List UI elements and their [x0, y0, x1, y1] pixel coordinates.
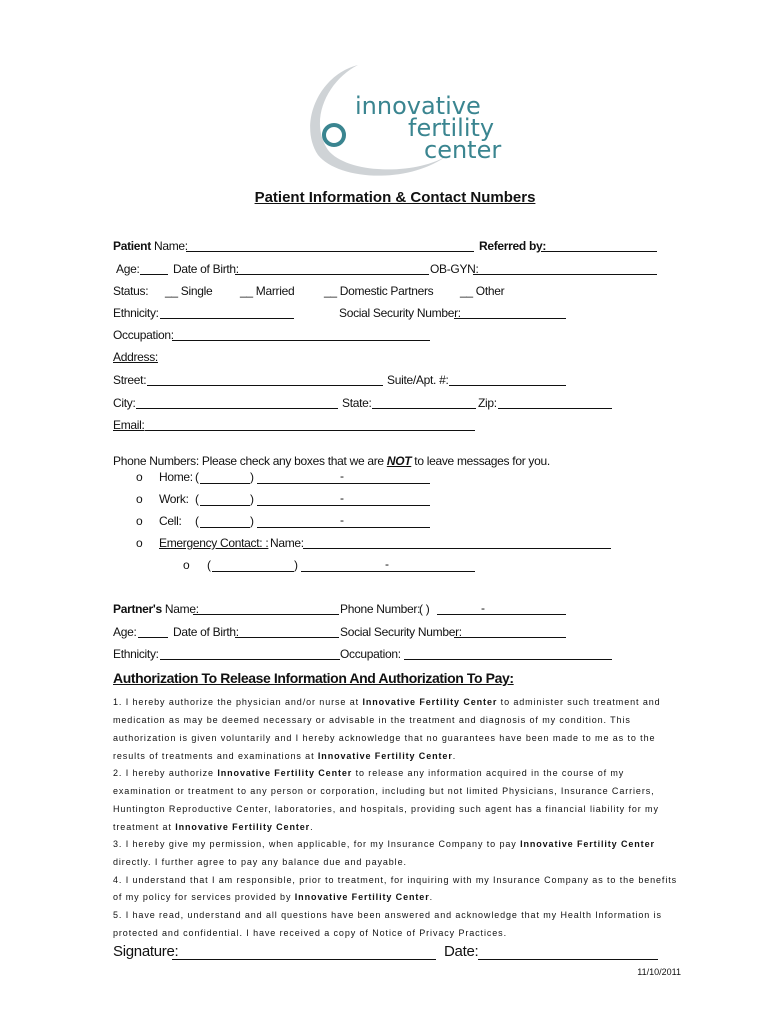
- emergency-name-label: Name:: [270, 536, 304, 550]
- cell-dash: -: [340, 513, 344, 527]
- partner-ssn-field[interactable]: [454, 637, 566, 638]
- status-label: Status:: [113, 284, 149, 298]
- partner-ssn-label: Social Security Number:: [340, 625, 462, 639]
- partner-phone-label: Phone Number:: [340, 602, 421, 616]
- date-field[interactable]: [478, 959, 658, 960]
- auth-line: 4. I understand that I am responsible, prior to treatment, for inquiring with my Insurance Company as to the benefits: [113, 875, 678, 885]
- emergency-checkbox[interactable]: o: [136, 536, 143, 550]
- cell-paren-open: (: [195, 514, 199, 528]
- partner-phone-dash: -: [481, 601, 485, 615]
- cell-area-field[interactable]: [200, 527, 250, 528]
- auth-line: directly. I further agree to pay any balance due and payable.: [113, 857, 407, 867]
- footer-date: 11/10/2011: [637, 967, 681, 977]
- partner-dob-field[interactable]: [235, 637, 339, 638]
- page-title: Patient Information & Contact Numbers: [254, 189, 536, 206]
- auth-line: 5. I have read, understand and all questions have been answered and acknowledge that my Health Information is: [113, 910, 662, 920]
- partner-ethnicity-field[interactable]: [160, 659, 340, 660]
- partner-name-label: Partner's Name:: [113, 602, 199, 616]
- emergency-paren-open: (: [207, 558, 211, 572]
- status-domestic[interactable]: __ Domestic Partners: [324, 284, 434, 298]
- referred-by-field[interactable]: [541, 251, 657, 252]
- home-paren-open: (: [195, 470, 199, 484]
- status-other[interactable]: __ Other: [460, 284, 505, 298]
- partner-dob-label: Date of Birth:: [173, 625, 239, 639]
- state-field[interactable]: [372, 408, 476, 409]
- logo-line-1: innovative: [355, 92, 481, 120]
- auth-line: 1. I hereby authorize the physician and/or nurse at Innovative Fertility Center to administer such treatment and: [113, 697, 661, 707]
- patient-name-field[interactable]: [186, 251, 474, 252]
- work-label: Work:: [159, 492, 189, 506]
- home-checkbox[interactable]: o: [136, 470, 143, 484]
- ssn-field[interactable]: [454, 318, 566, 319]
- auth-line: protected and confidential. I have received a copy of Notice of Privacy Practices.: [113, 928, 507, 938]
- partner-name-field[interactable]: [193, 614, 339, 615]
- emergency-area-field[interactable]: [212, 571, 294, 572]
- obgyn-label: OB-GYN:: [430, 262, 479, 276]
- work-area-field[interactable]: [200, 505, 250, 506]
- occupation-field[interactable]: [172, 340, 430, 341]
- auth-line: results of treatments and examinations at Innovative Fertility Center.: [113, 751, 457, 761]
- partner-occupation-label: Occupation:: [340, 647, 401, 661]
- home-paren-close: ): [250, 470, 254, 484]
- signature-field[interactable]: [172, 959, 436, 960]
- cell-paren-close: ): [250, 514, 254, 528]
- home-area-field[interactable]: [200, 483, 250, 484]
- status-married[interactable]: __ Married: [240, 284, 295, 298]
- home-dash: -: [340, 469, 344, 483]
- street-label: Street:: [113, 373, 147, 387]
- emergency-label: Emergency Contact: :: [159, 536, 269, 550]
- auth-line: Huntington Reproductive Center, laboratories, and hospitals, providing such agent has a financial liability for my: [113, 804, 659, 814]
- logo: [298, 55, 502, 180]
- referred-by-label: Referred by:: [479, 239, 547, 253]
- patient-name-label: Patient Name:: [113, 239, 188, 253]
- signature-label: Signature:: [113, 943, 179, 960]
- work-checkbox[interactable]: o: [136, 492, 143, 506]
- partner-age-label: Age:: [113, 625, 137, 639]
- cell-checkbox[interactable]: o: [136, 514, 143, 528]
- partner-occupation-field[interactable]: [404, 659, 612, 660]
- auth-line: 3. I hereby give my permission, when applicable, for my Insurance Company to pay Innovative Fertility Center: [113, 839, 655, 849]
- city-field[interactable]: [136, 408, 338, 409]
- auth-line: examination or treatment to any person or corporation, including but not limited Physicians, Insurance Carriers,: [113, 786, 655, 796]
- age-field[interactable]: [140, 274, 168, 275]
- partner-ethnicity-label: Ethnicity:: [113, 647, 159, 661]
- auth-line: authorization is given voluntarily and I hereby acknowledge that no guarantees have been made to me as to the: [113, 733, 656, 743]
- city-label: City:: [113, 396, 136, 410]
- emergency-phone-checkbox[interactable]: o: [183, 558, 190, 572]
- status-single[interactable]: __ Single: [165, 284, 213, 298]
- auth-line: 2. I hereby authorize Innovative Fertility Center to release any information acquired in the course of my: [113, 768, 625, 778]
- zip-field[interactable]: [498, 408, 612, 409]
- dob-field[interactable]: [235, 274, 429, 275]
- ssn-label: Social Security Number:: [339, 306, 461, 320]
- auth-heading: Authorization To Release Information And Authorization To Pay:: [113, 670, 514, 686]
- occupation-label: Occupation:: [113, 328, 174, 342]
- zip-label: Zip:: [478, 396, 497, 410]
- cell-label: Cell:: [159, 514, 182, 528]
- work-paren-close: ): [250, 492, 254, 506]
- emergency-number-field[interactable]: [301, 571, 475, 572]
- auth-line: of my policy for services provided by Innovative Fertility Center.: [113, 892, 433, 902]
- auth-line: medication as may be deemed necessary or advisable in the treatment and diagnosis of my condition. This: [113, 715, 631, 725]
- street-field[interactable]: [147, 385, 383, 386]
- emergency-name-field[interactable]: [303, 548, 611, 549]
- ethnicity-field[interactable]: [160, 318, 294, 319]
- obgyn-field[interactable]: [473, 274, 657, 275]
- partner-age-field[interactable]: [138, 637, 168, 638]
- dob-label: Date of Birth:: [173, 262, 239, 276]
- partner-phone-paren: ( ): [419, 602, 430, 616]
- suite-field[interactable]: [449, 385, 566, 386]
- logo-line-2: fertility: [408, 114, 495, 142]
- home-label: Home:: [159, 470, 193, 484]
- work-dash: -: [340, 491, 344, 505]
- emergency-paren-close: ): [294, 558, 298, 572]
- email-field[interactable]: [145, 430, 475, 431]
- date-label: Date:: [444, 943, 479, 960]
- email-label: Email:: [113, 418, 145, 432]
- logo-line-3: center: [424, 136, 502, 164]
- work-number-field[interactable]: [257, 505, 430, 506]
- work-paren-open: (: [195, 492, 199, 506]
- suite-label: Suite/Apt. #:: [387, 373, 449, 387]
- address-label: Address:: [113, 350, 158, 364]
- phone-intro: Phone Numbers: Please check any boxes that we are NOT to leave messages for you.: [113, 454, 550, 468]
- auth-line: treatment at Innovative Fertility Center.: [113, 822, 314, 832]
- emergency-dash: -: [385, 557, 389, 571]
- home-number-field[interactable]: [257, 483, 430, 484]
- partner-phone-field[interactable]: [437, 614, 566, 615]
- age-label: Age:: [116, 262, 140, 276]
- state-label: State:: [342, 396, 372, 410]
- ethnicity-label: Ethnicity:: [113, 306, 159, 320]
- cell-number-field[interactable]: [257, 527, 430, 528]
